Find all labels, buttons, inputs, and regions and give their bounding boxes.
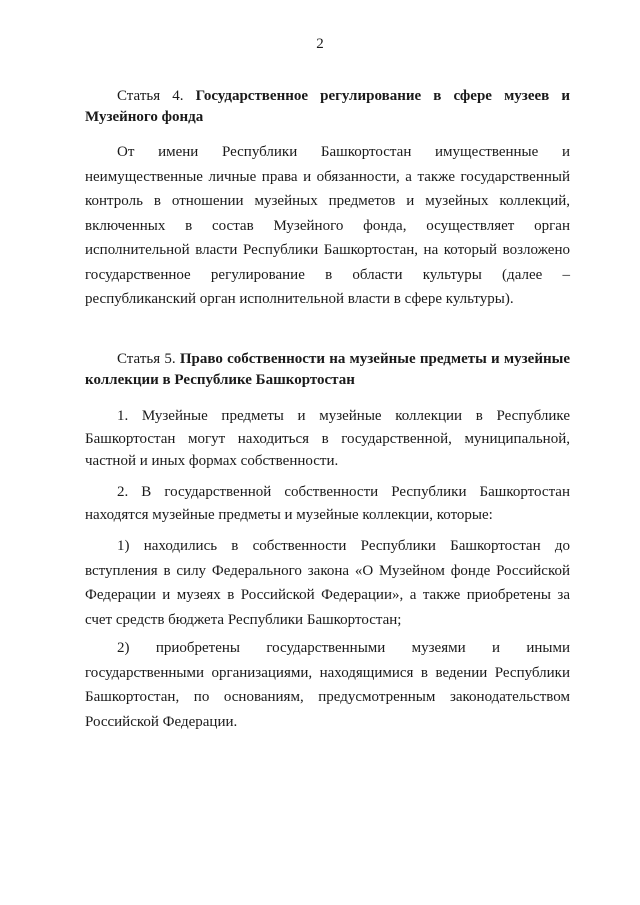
article-5-paragraph-2: 2. В государственной собственности Республики Башкортостан находятся музейные предметы и музейные коллекции, которые: (85, 484, 570, 523)
article-5-paragraph-4: 2) приобретены государственными музеями и иными государственными организациями, находящимися в ведении Республики Башкортостан, по основаниям, предусмотренным законодательством Российской Федерации. (85, 640, 570, 730)
article-5-label: Статья 5. (117, 351, 176, 367)
article-5-paragraph-1: 1. Музейные предметы и музейные коллекции в Республике Башкортостан могут находиться в государственной, муниципальной, частной и иных формах собственности. (85, 408, 570, 469)
article-5-paragraph-3: 1) находились в собственности Республики Башкортостан до вступления в силу Федерального закона «О Музейном фонде Российской Федерации и музеях в Российской Федерации», а также приобретены за счет средств бюджета Республики Башкортостан; (85, 538, 570, 628)
article-4-title: Государственное регулирование в сфере музеев и Музейного фонда (85, 88, 570, 125)
page-number: 2 (316, 36, 324, 52)
article-4-paragraph: От имени Республики Башкортостан имущественные и неимущественные личные права и обязанности, а также государственный контроль в отношении музейных предметов и музейных коллекций, включенных в состав Музейного фонда, осуществляет орган исполнительной власти Республики Башкортостан, на который возложено государственное регулирование в области культуры (далее – республиканский орган исполнительной власти в сфере культуры). (85, 144, 570, 307)
article-5-heading (85, 349, 570, 391)
article-4-label: Статья 4. (117, 88, 184, 104)
article-4-heading (85, 86, 570, 128)
article-5-title: Право собственности на музейные предметы и музейные коллекции в Республике Башкортостан (85, 351, 570, 388)
